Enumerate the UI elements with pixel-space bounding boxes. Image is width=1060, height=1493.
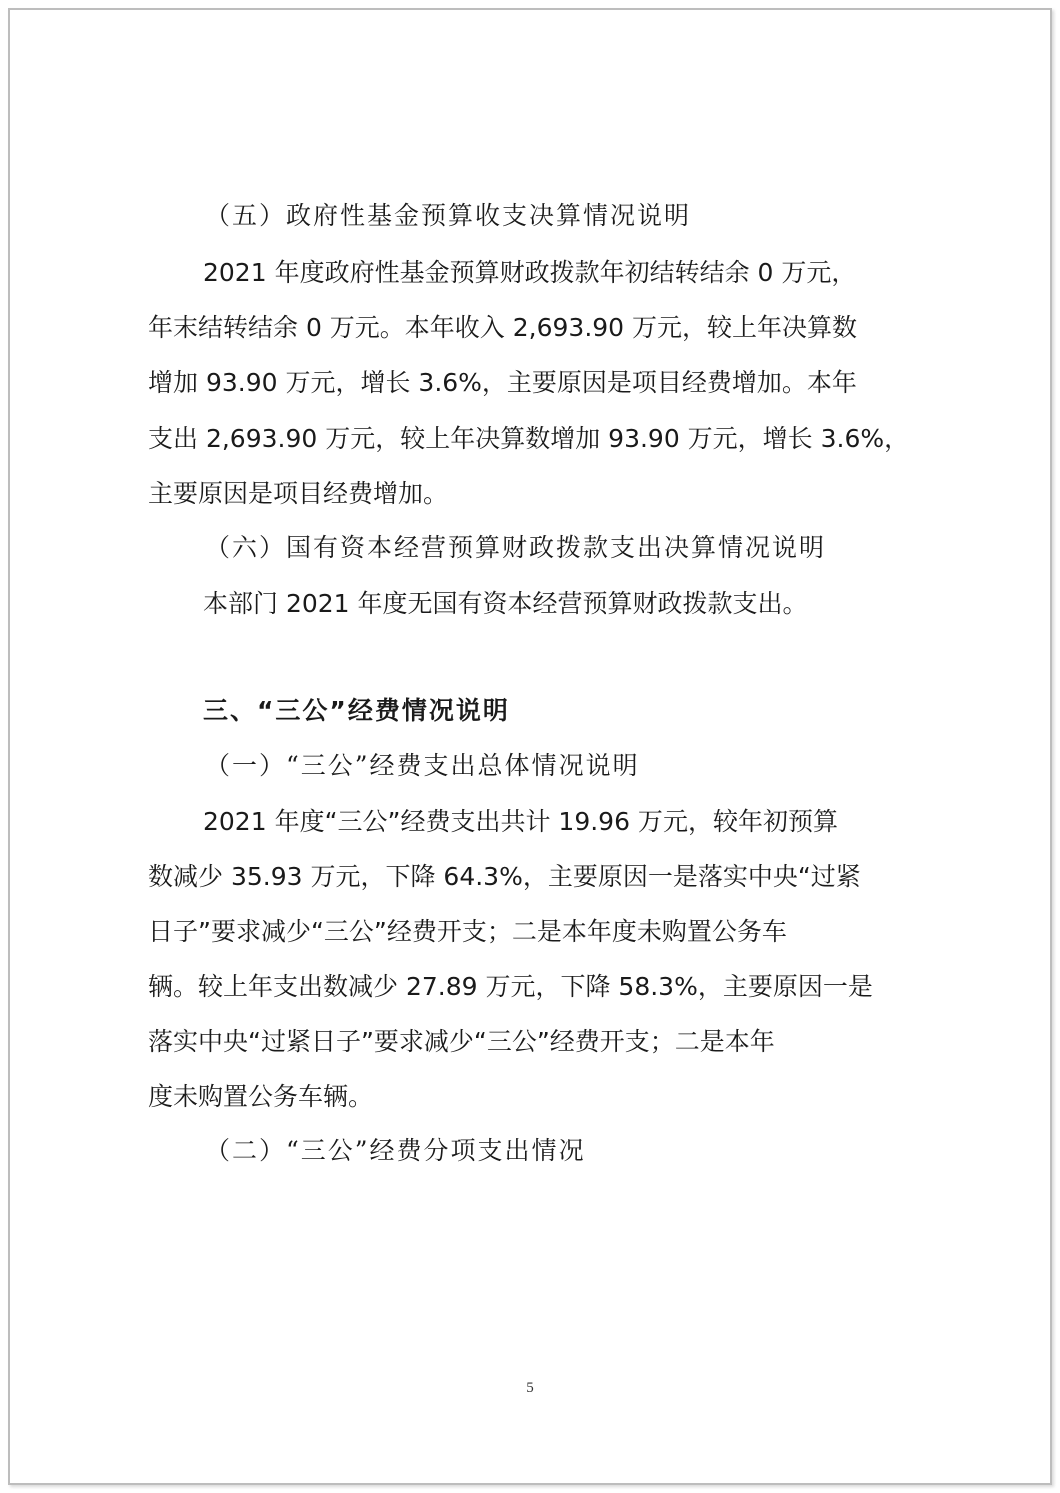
paragraph-line: 落实中央“过紧日子”要求减少“三公”经费开支；二是本年 (148, 1027, 775, 1056)
subsection-heading-2: （二）“三公”经费分项支出情况 (205, 1136, 586, 1165)
section-heading-6: （六）国有资本经营预算财政拨款支出决算情况说明 (205, 533, 827, 562)
paragraph-line: 2021 年度“三公”经费支出共计 19.96 万元，较年初预算 (203, 807, 838, 836)
paragraph-line: 数减少 35.93 万元，下降 64.3%，主要原因一是落实中央“过紧 (148, 862, 861, 891)
section-heading-5: （五）政府性基金预算收支决算情况说明 (205, 201, 692, 230)
paragraph-line: 2021 年度政府性基金预算财政拨款年初结转结余 0 万元， (203, 258, 857, 287)
paragraph-line: 支出 2,693.90 万元，较上年决算数增加 93.90 万元，增长 3.6%， (148, 424, 910, 453)
paragraph-line: 度未购置公务车辆。 (148, 1082, 374, 1111)
paragraph-line: 主要原因是项目经费增加。 (148, 479, 449, 508)
paragraph-line: 年末结转结余 0 万元。本年收入 2,693.90 万元，较上年决算数 (148, 313, 858, 342)
paragraph-line: 日子”要求减少“三公”经费开支；二是本年度未购置公务车 (148, 917, 787, 946)
subsection-heading-1: （一）“三公”经费支出总体情况说明 (205, 751, 640, 780)
page-number: 5 (526, 1380, 534, 1396)
paragraph-line: 增加 93.90 万元，增长 3.6%，主要原因是项目经费增加。本年 (148, 368, 857, 397)
part-title-3: 三、“三公”经费情况说明 (203, 696, 510, 725)
paragraph-line: 辆。较上年支出数减少 27.89 万元，下降 58.3%，主要原因一是 (148, 972, 873, 1001)
paragraph-line: 本部门 2021 年度无国有资本经营预算财政拨款支出。 (203, 589, 808, 618)
